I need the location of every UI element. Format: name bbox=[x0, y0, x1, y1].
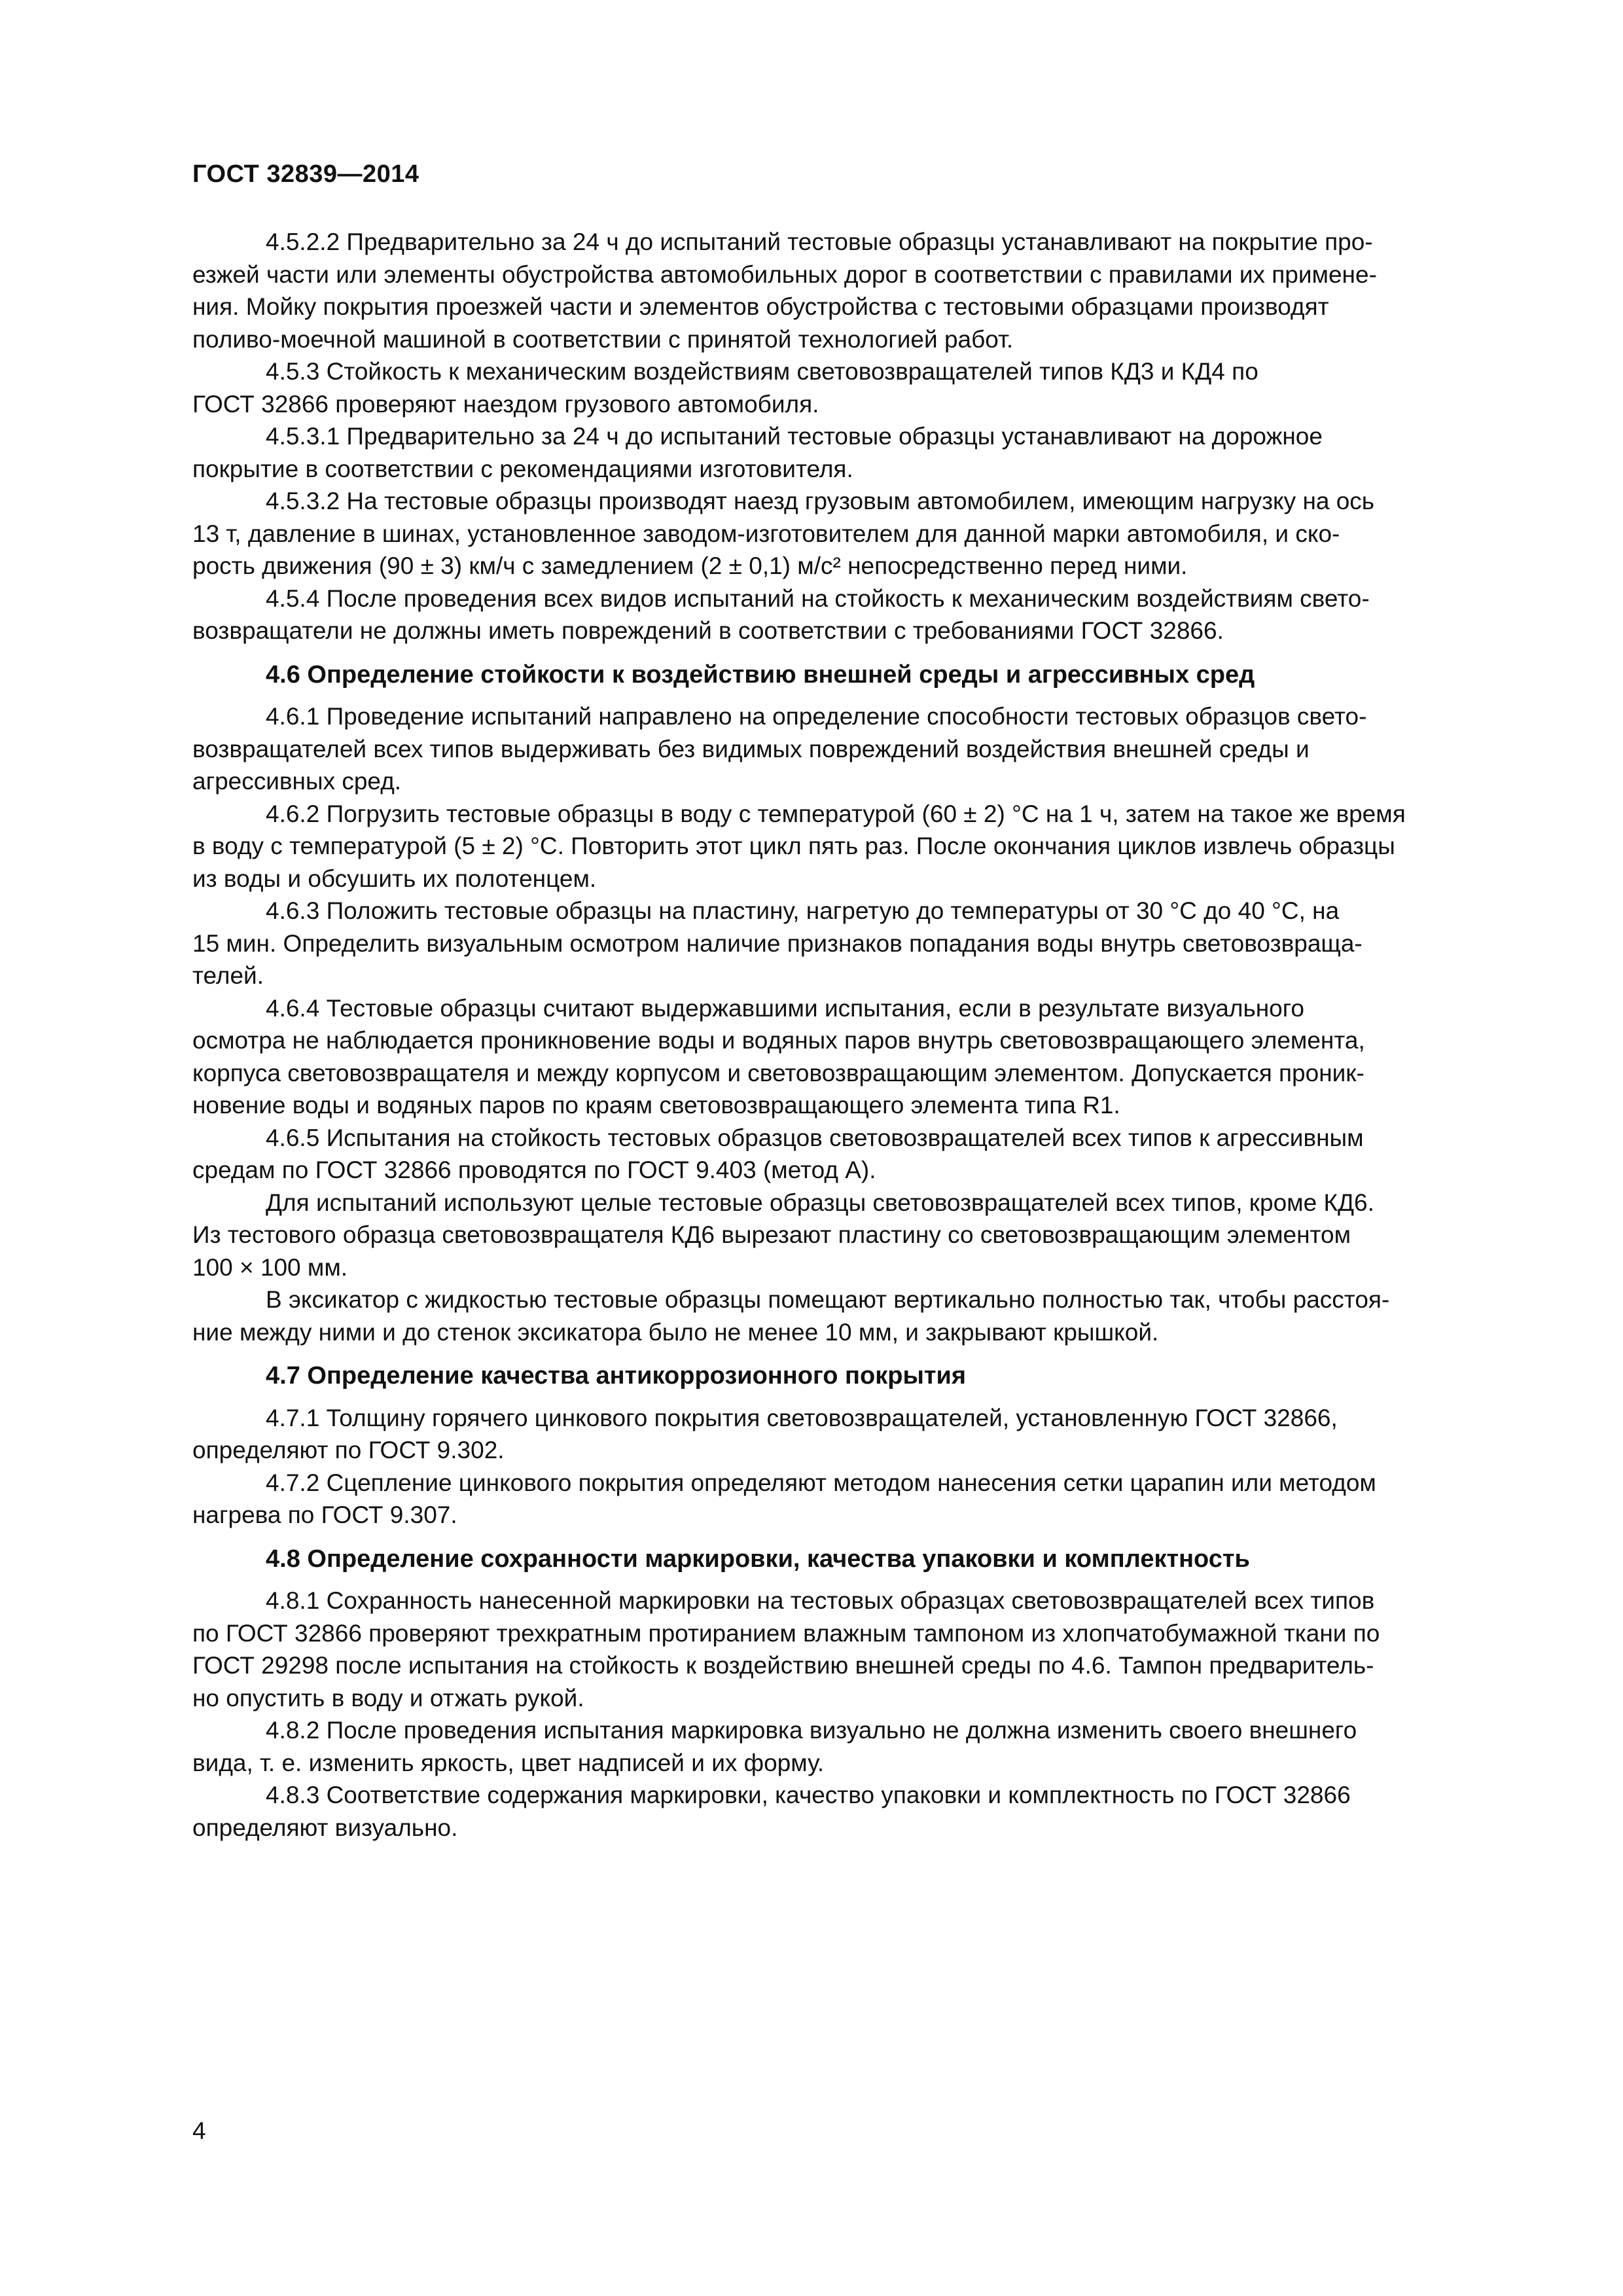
section-heading-4-8: 4.8 Определение сохранности маркировки, качества упаковки и комплектность bbox=[266, 1545, 1250, 1573]
paragraph-4-7-1: 4.7.1 Толщину горячего цинкового покрытия световозвращателей, установленную ГОСТ 32866, определяют по ГОСТ 9.302. bbox=[192, 1404, 1338, 1463]
paragraph-4-6-5-samples: Для испытаний используют целые тестовые образцы световозвращателей всех типов, кроме КД6. Из тестового образца световозвращателя КД6 вырезают пластину со световозвращающим элементом 100 × 100 мм. bbox=[192, 1189, 1374, 1281]
paragraph-4-6-4: 4.6.4 Тестовые образцы считают выдержавшими испытания, если в результате визуального осмотра не наблюдается проникновение воды и водяных паров внутрь световозвращающего элемента, корпуса световозвращателя и между корпусом и световозвращающим элементом. Допускается проник- новение воды и водяных паров по краям световозвращающего элемента типа R1. bbox=[192, 994, 1365, 1119]
paragraph-4-5-4: 4.5.4 После проведения всех видов испытаний на стойкость к механическим воздействиям свето- возвращатели не должны иметь повреждений в соответствии с требованиями ГОСТ 32866. bbox=[192, 584, 1370, 644]
page-number: 4 bbox=[192, 2117, 206, 2144]
paragraph-4-7-2: 4.7.2 Сцепление цинкового покрытия определяют методом нанесения сетки царапин или методом нагрева по ГОСТ 9.307. bbox=[192, 1469, 1376, 1528]
paragraph-4-6-1: 4.6.1 Проведение испытаний направлено на определение способности тестовых образцов свето- возвращателей всех типов выдерживать без видимых повреждений воздействия внешней среды и агрессивных сред. bbox=[192, 703, 1367, 795]
section-heading-4-7: 4.7 Определение качества антикоррозионного покрытия bbox=[266, 1362, 967, 1390]
paragraph-4-6-5-desiccator: В эксикатор с жидкостью тестовые образцы помещают вертикально полностью так, чтобы расстоя- ние между ними и до стенок эксикатора было не менее 10 мм, и закрывают крышкой. bbox=[192, 1286, 1390, 1346]
paragraph-4-8-2: 4.8.2 После проведения испытания маркировка визуально не должна изменить своего внешнего вида, т. е. изменить яркость, цвет надписей и их форму. bbox=[192, 1717, 1357, 1776]
paragraph-4-6-3: 4.6.3 Положить тестовые образцы на пластину, нагретую до температуры от 30 °С до 40 °С, на 15 мин. Определить визуальным осмотром наличие признаков попадания воды внутрь световозвраща- телей. bbox=[192, 897, 1363, 989]
document-header: ГОСТ 32839—2014 bbox=[192, 160, 419, 188]
paragraph-4-5-3-2: 4.5.3.2 На тестовые образцы производят наезд грузовым автомобилем, имеющим нагрузку на ось 13 т, давление в шинах, установленное заводом-изготовителем для данной марки автомобиля, и ско- рость движения (90 ± 3) км/ч с замедлением (2 ± 0,1) м/с² непосредственно перед ними. bbox=[192, 488, 1375, 579]
paragraph-4-8-1: 4.8.1 Сохранность нанесенной маркировки на тестовых образцах световозвращателей всех типов по ГОСТ 32866 проверяют трехкратным протиранием влажным тампоном из хлопчатобумажной ткани по ГОСТ 29298 после испытания на стойкость к воздействию внешней среды по 4.6. Тампон предваритель- но опустить в воду и отжать рукой. bbox=[192, 1587, 1380, 1712]
paragraph-4-5-2-2: 4.5.2.2 Предварительно за 24 ч до испытаний тестовые образцы устанавливают на покрытие про- езжей части или элементы обустройства автомобильных дорог в соответствии с правилами их примене- ния. Мойку покрытия проезжей части и элементов обустройства с тестовыми образцами производят поливо-моечной машиной в соответствии с принятой технологией работ. bbox=[192, 228, 1377, 353]
paragraph-4-5-3: 4.5.3 Стойкость к механическим воздействиям световозвращателей типов КД3 и КД4 по ГОСТ 32866 проверяют наездом грузового автомобиля. bbox=[192, 358, 1258, 418]
paragraph-4-8-3: 4.8.3 Соответствие содержания маркировки, качество упаковки и комплектность по ГОСТ 32866 определяют визуально. bbox=[192, 1782, 1351, 1841]
document-body bbox=[192, 226, 1499, 1844]
section-heading-4-6: 4.6 Определение стойкости к воздействию внешней среды и агрессивных сред bbox=[266, 660, 1255, 689]
paragraph-4-6-2: 4.6.2 Погрузить тестовые образцы в воду с температурой (60 ± 2) °С на 1 ч, затем на такое же время в воду с температурой (5 ± 2) °С. Повторить этот цикл пять раз. После окончания циклов извлечь образцы из воды и обсушить их полотенцем. bbox=[192, 800, 1406, 892]
paragraph-4-5-3-1: 4.5.3.1 Предварительно за 24 ч до испытаний тестовые образцы устанавливают на дорожное покрытие в соответствии с рекомендациями изготовителя. bbox=[192, 423, 1323, 482]
paragraph-4-6-5: 4.6.5 Испытания на стойкость тестовых образцов световозвращателей всех типов к агрессивным средам по ГОСТ 32866 проводятся по ГОСТ 9.403 (метод А). bbox=[192, 1124, 1364, 1183]
